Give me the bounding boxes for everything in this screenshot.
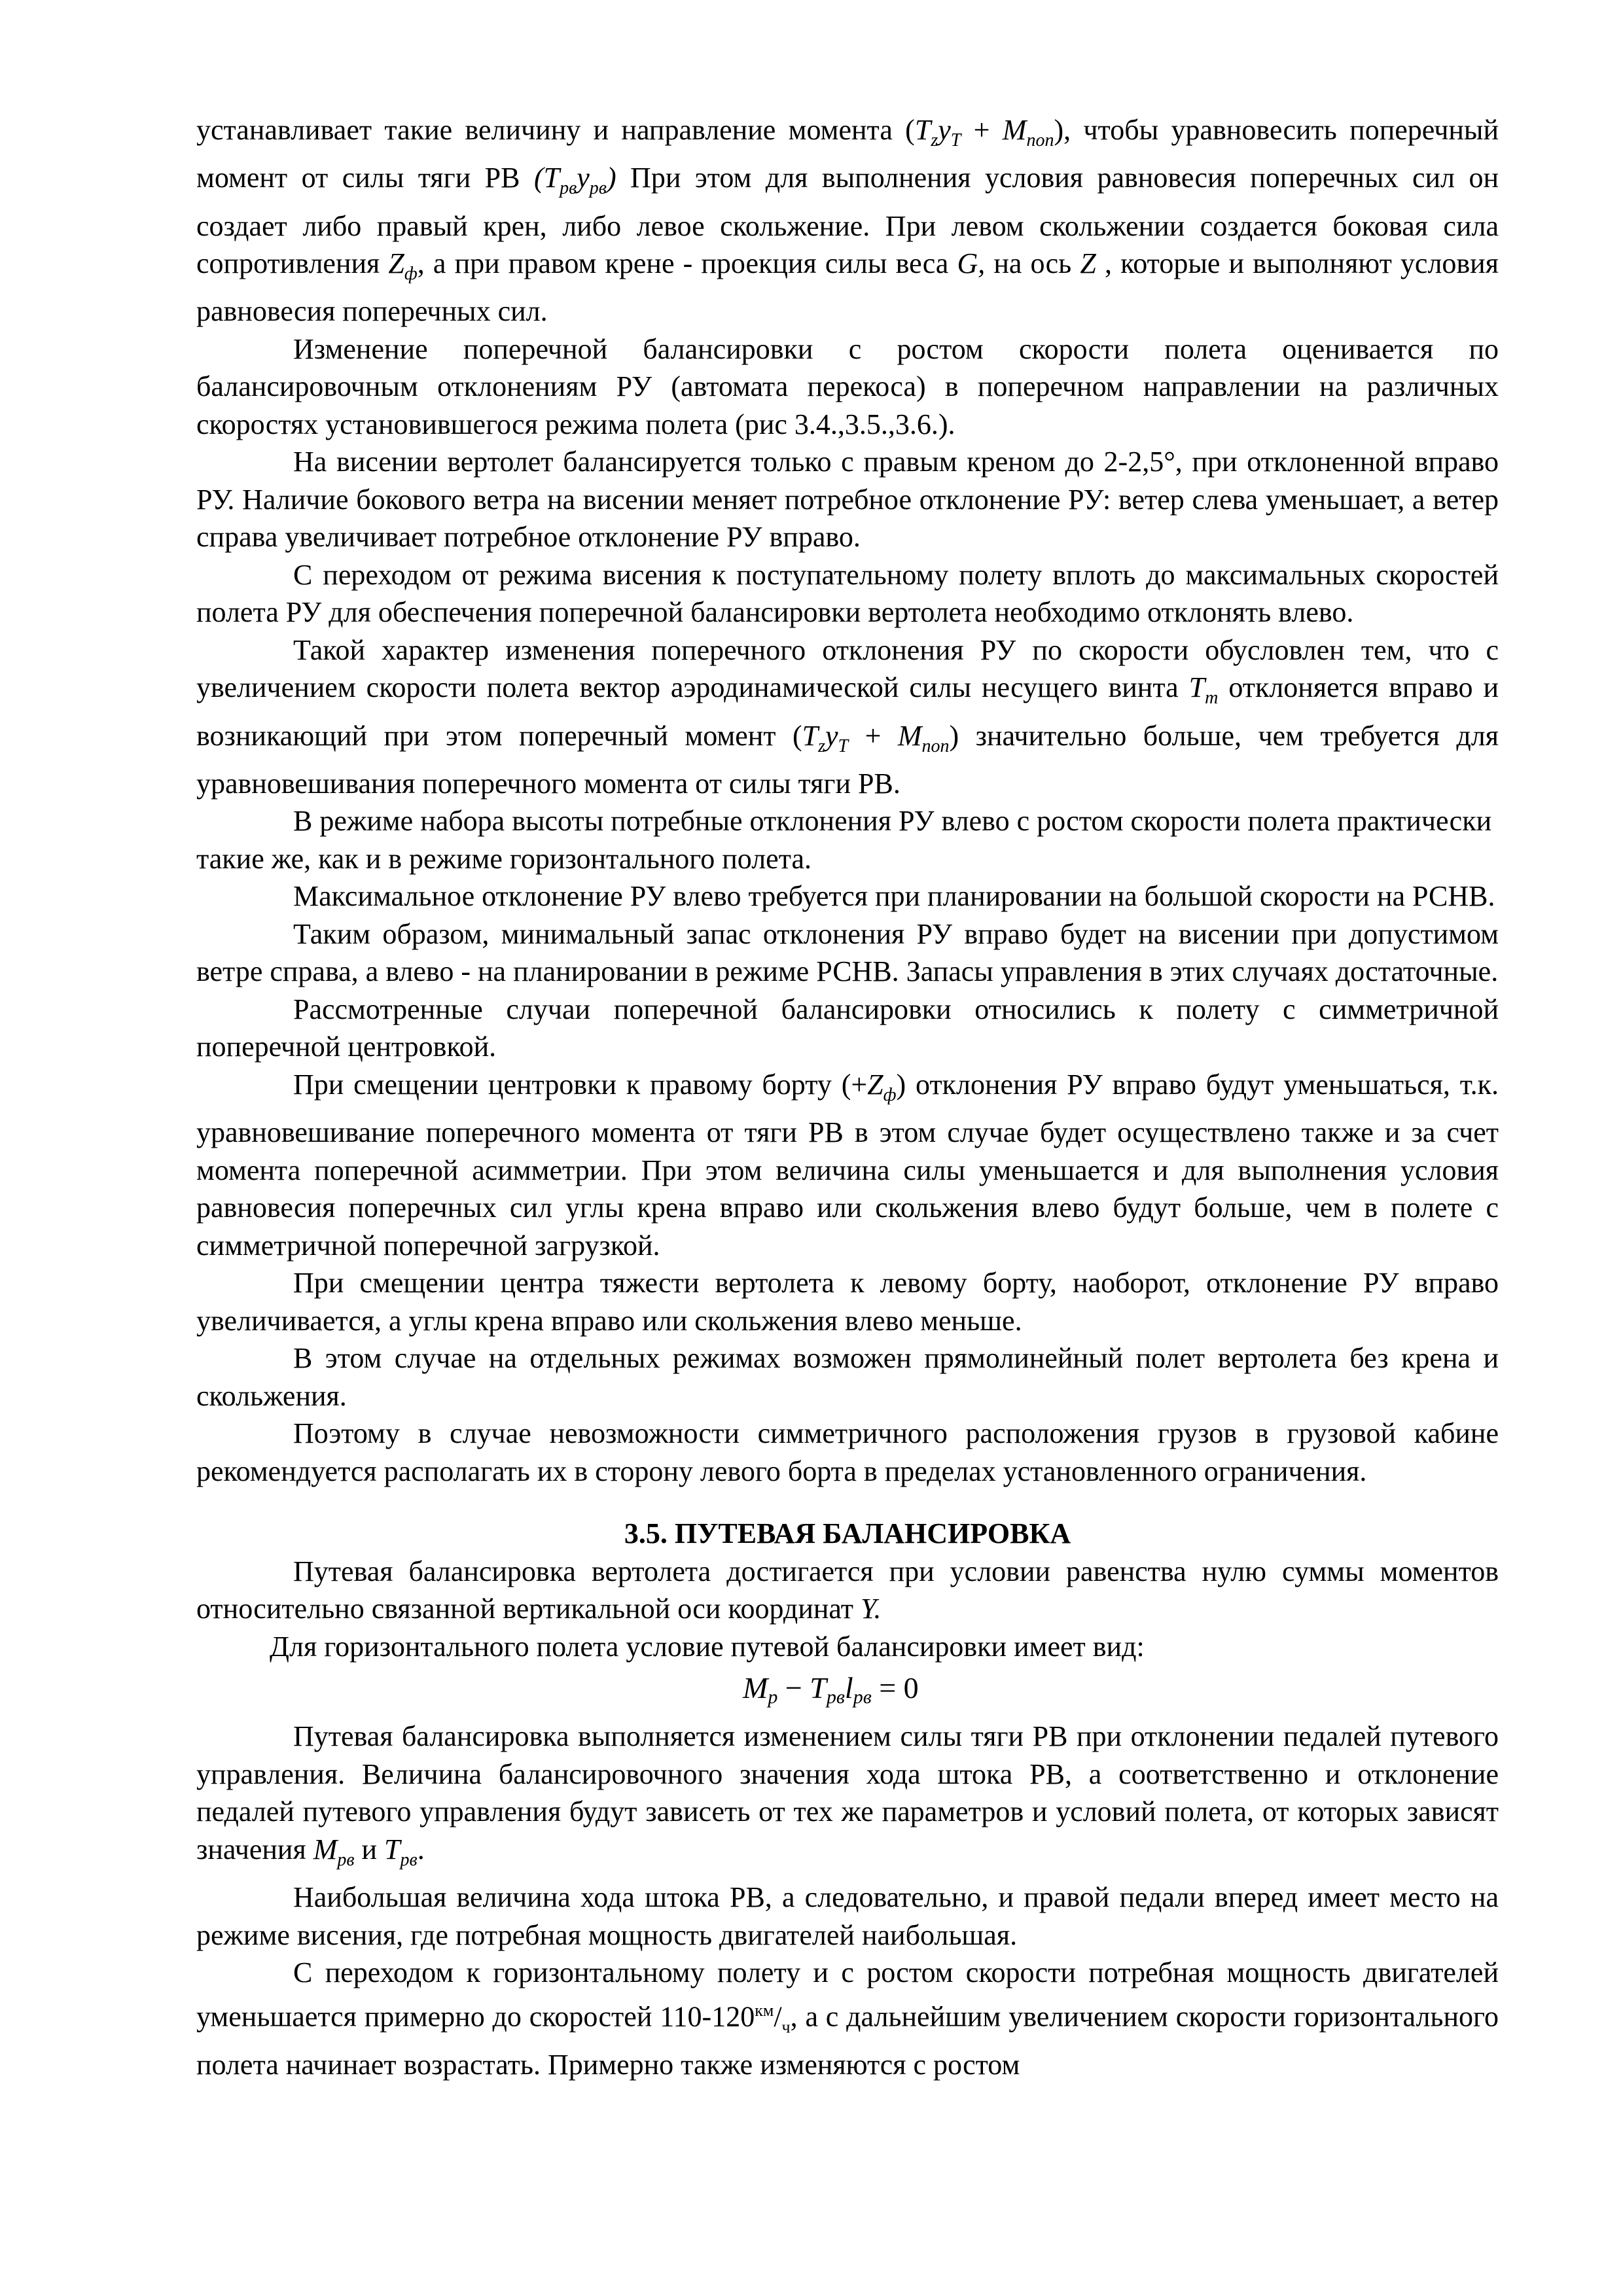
paragraph: На висении вертолет балансируется только с правым креном до 2-2,5°, при отклоненной вправо РУ. Наличие бокового ветра на висении меняет потребное отклонение РУ: ветер слева уменьшает, а ветер справа увеличивает потребное отклонение РУ вправо.	[196, 446, 1499, 554]
paragraph: С переходом к горизонтальному полету и с ростом скорости потребная мощность двигателей уменьшается примерно до скоростей $110-120^{км}/_ч$, а с дальнейшим увеличением скорости горизонтального полета начинает возрастать. Примерно также изменяются с ростом	[196, 1956, 1499, 2081]
paragraph: Поэтому в случае невозможности симметричного расположения грузов в грузовой кабине рекомендуется располагать их в сторону левого борта в пределах установленного ограничения.	[196, 1417, 1499, 1487]
formula: $M_р - T_{рв}l_{рв} = 0$	[743, 1671, 919, 1708]
paragraph: устанавливает такие величину и направление момента $(T_zy_T + M_{поп})$, чтобы уравновесить поперечный момент от силы тяги РВ $(T_{рв}y_{рв})$ При этом для выполнения условия равновесия поперечных сил он создает либо правый крен, либо левое скольжение. При левом скольжении создается боковая сила сопротивления $Z_ф$, а при правом крене - проекция силы веса G, на ось Z , которые и выполняют условия равновесия поперечных сил.	[196, 114, 1499, 328]
paragraph: В режиме набора высоты потребные отклонения РУ влево с ростом скорости полета практически такие же, как и в режиме горизонтального полета.	[196, 805, 1492, 875]
paragraph: Наибольшая величина хода штока РВ, а следовательно, и правой педали вперед имеет место на режиме висения, где потребная мощность двигателей наибольшая.	[196, 1881, 1499, 1951]
paragraph: Такой характер изменения поперечного отклонения РУ по скорости обусловлен тем, что с увеличением скорости полета вектор аэродинамической силы несущего винта $T_т$ отклоняется вправо и возникающий при этом поперечный момент $(T_zy_T + M_{поп})$ значительно больше, чем требуется для уравновешивания поперечного момента от силы тяги РВ.	[196, 633, 1499, 800]
paragraph: При смещении центровки к правому борту $(+Z_ф)$ отклонения РУ вправо будут уменьшаться, т.к. уравновешивание поперечного момента от тяги РВ в этом случае будет осуществлено также и за счет момента поперечной асимметрии. При этом величина силы уменьшается и для выполнения условия равновесия поперечных сил углы крена вправо или скольжения влево будут больше, чем в полете с симметричной поперечной загрузкой.	[196, 1068, 1499, 1262]
paragraph: С переходом от режима висения к поступательному полету вплоть до максимальных скоростей полета РУ для обеспечения поперечной балансировки вертолета необходимо отклонять влево.	[196, 558, 1499, 629]
paragraph: Путевая балансировка выполняется изменением силы тяги РВ при отклонении педалей путевого управления. Величина балансировочного значения хода штока РВ, а соответственно и отклонение педалей путевого управления будут зависеть от тех же параметров и условий полета, от которых зависят значения $M_{рв}$ и $T_{рв}$.	[196, 1720, 1499, 1870]
paragraph: Рассмотренные случаи поперечной балансировки относились к полету с симметричной поперечной центровкой.	[196, 993, 1499, 1063]
document-page	[196, 111, 1499, 2083]
paragraph: В этом случае на отдельных режимах возможен прямолинейный полет вертолета без крена и скольжения.	[196, 1342, 1499, 1412]
paragraph: Таким образом, минимальный запас отклонения РУ вправо будет на висении при допустимом ветре справа, а влево - на планировании в режиме РСНВ. Запасы управления в этих случаях достаточные.	[196, 917, 1499, 988]
section-heading: 3.5. ПУТЕВАЯ БАЛАНСИРОВКА	[624, 1517, 1071, 1550]
formula-lead: Для горизонтального полета условие путевой балансировки имеет вид:	[270, 1630, 1145, 1663]
paragraph: Максимальное отклонение РУ влево требуется при планировании на большой скорости на РСНВ.	[293, 880, 1495, 913]
paragraph: Путевая балансировка вертолета достигается при условии равенства нулю суммы моментов относительно связанной вертикальной оси координат Y.	[196, 1555, 1499, 1625]
paragraph: При смещении центра тяжести вертолета к левому борту, наоборот, отклонение РУ вправо увеличивается, а углы крена вправо или скольжения влево меньше.	[196, 1267, 1499, 1337]
paragraph: Изменение поперечной балансировки с ростом скорости полета оценивается по балансировочным отклонениям РУ (автомата перекоса) в поперечном направлении на различных скоростях установившегося режима полета (рис 3.4.,3.5.,3.6.).	[196, 332, 1499, 440]
